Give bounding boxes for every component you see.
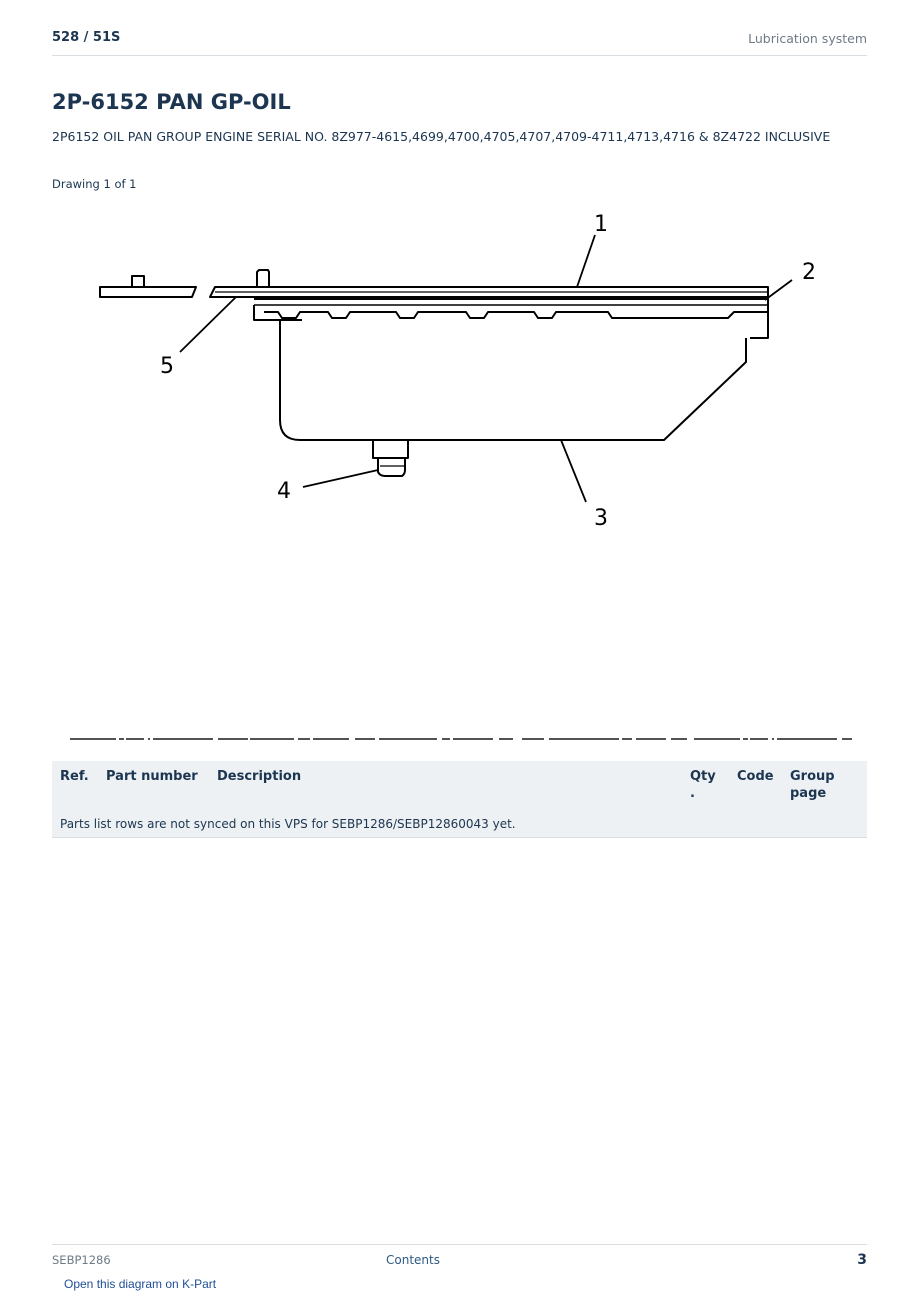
callout-5: 5 — [160, 354, 174, 379]
col-header-qty-line2: . — [690, 786, 695, 801]
left-gasket-tab — [132, 276, 144, 287]
section-name: Lubrication system — [748, 31, 867, 46]
section-code: 528 / 51S — [52, 30, 121, 45]
drawing-border-fragment — [70, 733, 852, 745]
callout-3: 3 — [594, 506, 608, 531]
left-gasket-strip — [100, 287, 196, 297]
col-header-qty — [690, 768, 716, 802]
pan-body — [280, 320, 746, 440]
col-header-part-number: Part number — [106, 769, 198, 784]
footer-doc-id: SEBP1286 — [52, 1253, 111, 1267]
col-header-description: Description — [217, 769, 302, 784]
col-header-group-page — [790, 768, 835, 802]
callout-2: 2 — [802, 260, 816, 285]
page-header — [52, 28, 867, 56]
col-header-qty-line1: Qty — [690, 769, 716, 784]
col-header-group-line2: page — [790, 786, 827, 801]
col-header-code: Code — [737, 769, 774, 784]
col-header-group-line1: Group — [790, 769, 835, 784]
callout-1: 1 — [594, 212, 608, 237]
oil-pan-diagram — [60, 200, 860, 550]
contents-link[interactable]: Contents — [386, 1253, 440, 1267]
parts-list-table — [52, 761, 867, 838]
drawing-count: Drawing 1 of 1 — [52, 177, 137, 191]
footer-divider — [52, 1244, 867, 1245]
group-description: 2P6152 OIL PAN GROUP ENGINE SERIAL NO. 8Z977-4615,4699,4700,4705,4707,4709-4711,4713,4716 & 8Z4722 INCLUSIVE — [52, 129, 831, 144]
parts-list-note: Parts list rows are not synced on this VPS for SEBP1286/SEBP12860043 yet. — [60, 817, 516, 831]
page-number: 3 — [857, 1252, 867, 1268]
callout-4: 4 — [277, 479, 291, 504]
drain-plug — [373, 440, 408, 476]
page-title: 2P-6152 PAN GP-OIL — [52, 90, 291, 114]
dowel-pin — [257, 270, 269, 287]
open-kpart-link[interactable]: Open this diagram on K-Part — [64, 1277, 217, 1291]
col-header-ref: Ref. — [60, 769, 89, 784]
flange-lugs — [254, 305, 768, 320]
